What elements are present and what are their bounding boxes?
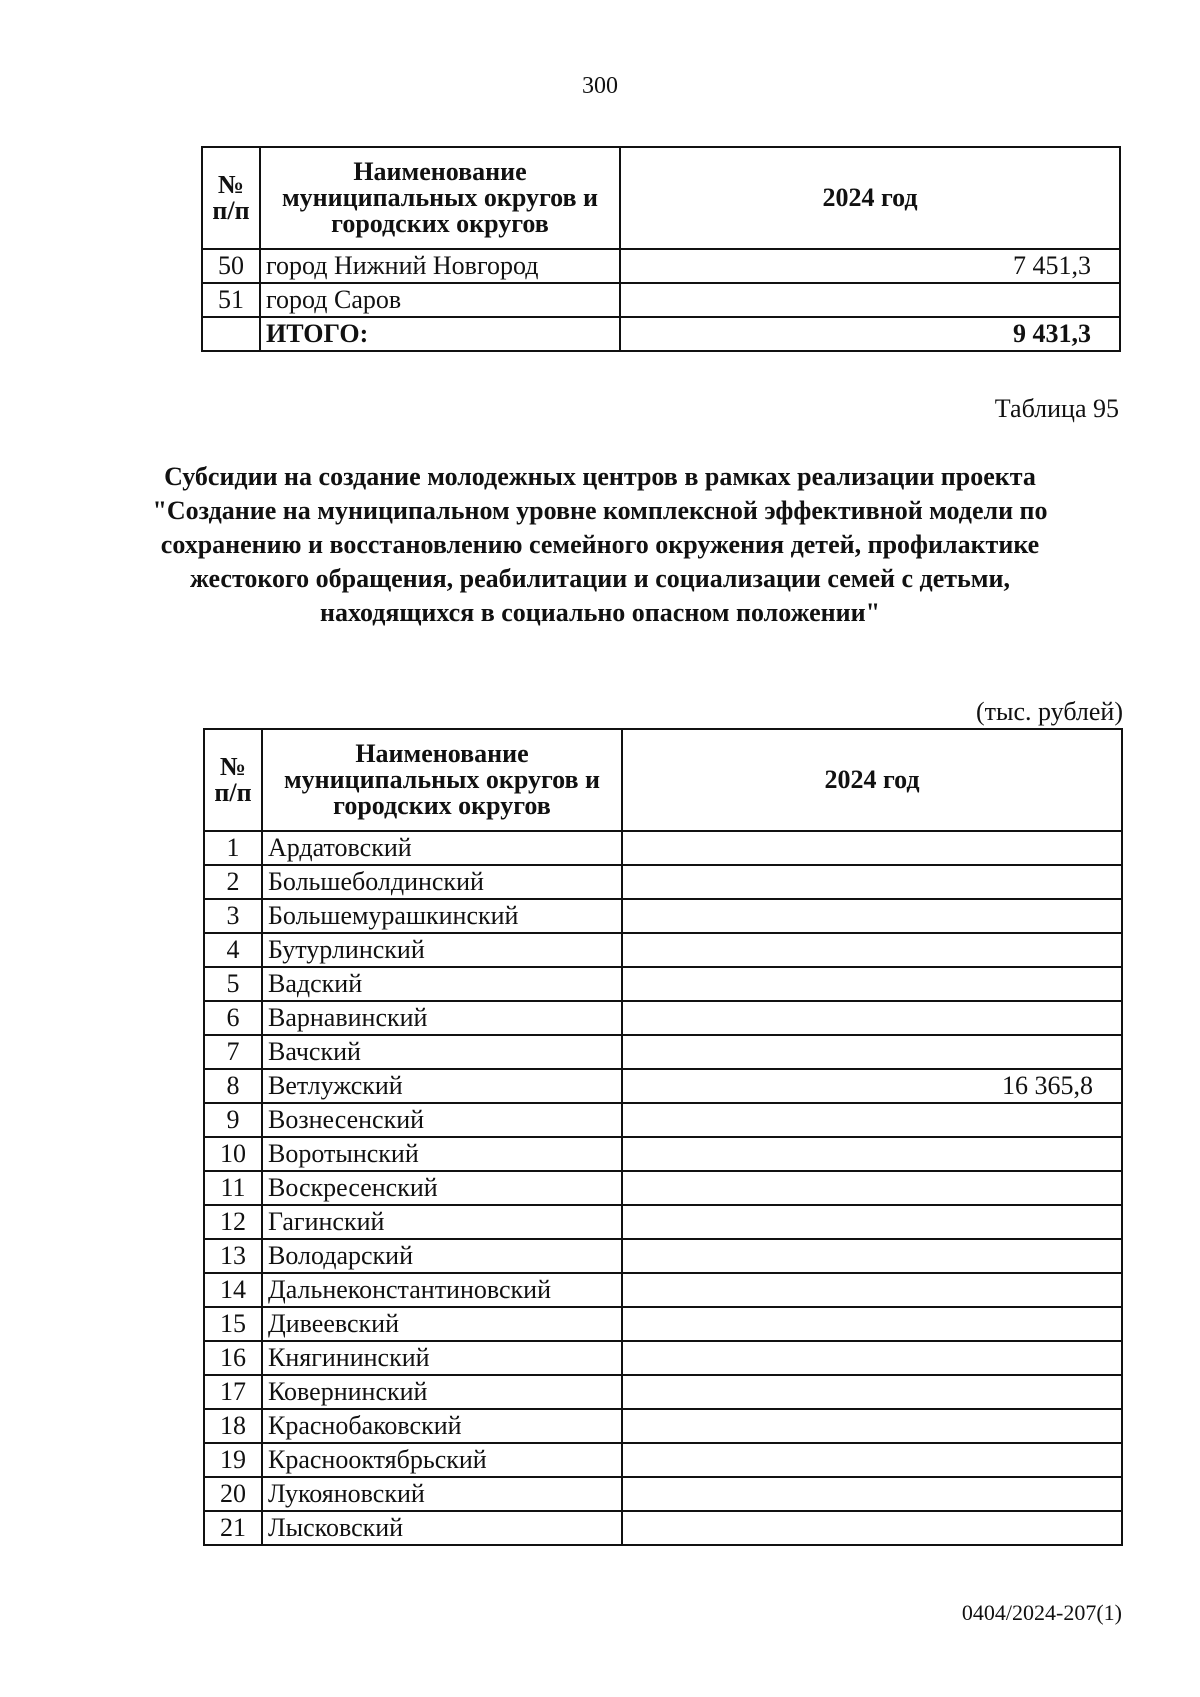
table-title: Субсидии на создание молодежных центров в рамках реализации проекта "Создание на муниципальном уровне комплексной эффективной модели по сохранению и восстановлению семейного окружения детей, профилактике жестокого обращения, реабилитации и социализации семей с детьми, находящихся в социально опасном положении" <box>152 462 1048 627</box>
table-row <box>204 967 1122 1001</box>
table-header-row <box>204 729 1122 831</box>
row-num: 10 <box>204 1137 262 1171</box>
table-row <box>204 1443 1122 1477</box>
table-row <box>204 899 1122 933</box>
row-name: Ковернинский <box>262 1375 622 1409</box>
row-value: 16 365,8 <box>622 1069 1122 1103</box>
table-continuation <box>201 146 1121 352</box>
row-value <box>622 1341 1122 1375</box>
table-row <box>204 1069 1122 1103</box>
row-num: 9 <box>204 1103 262 1137</box>
header-year: 2024 год <box>622 729 1122 831</box>
table-row <box>204 1239 1122 1273</box>
row-num: 8 <box>204 1069 262 1103</box>
table-row <box>204 1035 1122 1069</box>
table-row <box>202 283 1120 317</box>
row-value <box>622 1205 1122 1239</box>
row-num: 51 <box>202 283 260 317</box>
table-row <box>204 1205 1122 1239</box>
row-value <box>622 831 1122 865</box>
row-name: Лукояновский <box>262 1477 622 1511</box>
row-name: Вачский <box>262 1035 622 1069</box>
table-row <box>204 1511 1122 1545</box>
row-value <box>622 1443 1122 1477</box>
row-value <box>622 865 1122 899</box>
table-row <box>204 1137 1122 1171</box>
header-num: № п/п <box>202 147 260 249</box>
table-row <box>204 1307 1122 1341</box>
row-num: 14 <box>204 1273 262 1307</box>
total-row <box>202 317 1120 351</box>
subsidy-table <box>203 728 1123 1546</box>
table-row <box>204 1477 1122 1511</box>
table-row <box>202 249 1120 283</box>
table-row <box>204 933 1122 967</box>
row-name: Гагинский <box>262 1205 622 1239</box>
table-row <box>204 1103 1122 1137</box>
row-name: Краснобаковский <box>262 1409 622 1443</box>
table-row <box>204 1273 1122 1307</box>
row-name: Воротынский <box>262 1137 622 1171</box>
row-num: 50 <box>202 249 260 283</box>
row-name: Вознесенский <box>262 1103 622 1137</box>
row-name: Варнавинский <box>262 1001 622 1035</box>
row-name: Володарский <box>262 1239 622 1273</box>
row-num: 18 <box>204 1409 262 1443</box>
total-num <box>202 317 260 351</box>
row-value <box>622 1375 1122 1409</box>
row-num: 7 <box>204 1035 262 1069</box>
row-value <box>622 1171 1122 1205</box>
row-name: Бутурлинский <box>262 933 622 967</box>
row-value <box>622 1273 1122 1307</box>
header-name: Наименование муниципальных округов и городских округов <box>260 147 620 249</box>
row-value <box>622 1409 1122 1443</box>
header-num: № п/п <box>204 729 262 831</box>
row-num: 5 <box>204 967 262 1001</box>
row-name: город Нижний Новгород <box>260 249 620 283</box>
row-value <box>622 1035 1122 1069</box>
table-row <box>204 1409 1122 1443</box>
row-num: 13 <box>204 1239 262 1273</box>
row-name: Ветлужский <box>262 1069 622 1103</box>
row-name: Воскресенский <box>262 1171 622 1205</box>
row-name: Краснооктябрьский <box>262 1443 622 1477</box>
row-name: Вадский <box>262 967 622 1001</box>
row-name: Большемурашкинский <box>262 899 622 933</box>
row-value <box>622 1511 1122 1545</box>
table-row <box>204 1171 1122 1205</box>
row-num: 11 <box>204 1171 262 1205</box>
units-note: (тыс. рублей) <box>975 697 1123 726</box>
row-name: Лысковский <box>262 1511 622 1545</box>
total-label: ИТОГО: <box>260 317 620 351</box>
header-year: 2024 год <box>620 147 1120 249</box>
row-value <box>622 1137 1122 1171</box>
row-name: город Саров <box>260 283 620 317</box>
table-row <box>204 1001 1122 1035</box>
page-number: 300 <box>582 73 618 99</box>
row-value <box>622 967 1122 1001</box>
row-value <box>622 1307 1122 1341</box>
table-header-row <box>202 147 1120 249</box>
header-name: Наименование муниципальных округов и городских округов <box>262 729 622 831</box>
table-row <box>204 865 1122 899</box>
row-num: 15 <box>204 1307 262 1341</box>
row-num: 6 <box>204 1001 262 1035</box>
row-name: Княгининский <box>262 1341 622 1375</box>
row-num: 19 <box>204 1443 262 1477</box>
row-num: 21 <box>204 1511 262 1545</box>
document-code: 0404/2024-207(1) <box>961 1600 1122 1625</box>
row-value <box>622 1477 1122 1511</box>
row-num: 4 <box>204 933 262 967</box>
table-row <box>204 1375 1122 1409</box>
row-name: Большеболдинский <box>262 865 622 899</box>
row-num: 12 <box>204 1205 262 1239</box>
row-num: 17 <box>204 1375 262 1409</box>
row-num: 3 <box>204 899 262 933</box>
total-value: 9 431,3 <box>620 317 1120 351</box>
row-num: 16 <box>204 1341 262 1375</box>
row-value <box>622 1001 1122 1035</box>
row-value <box>622 1103 1122 1137</box>
row-value <box>622 933 1122 967</box>
row-value <box>620 283 1120 317</box>
table-row <box>204 831 1122 865</box>
row-num: 20 <box>204 1477 262 1511</box>
table-row <box>204 1341 1122 1375</box>
row-num: 2 <box>204 865 262 899</box>
row-value <box>622 899 1122 933</box>
row-value: 7 451,3 <box>620 249 1120 283</box>
table-label: Таблица 95 <box>994 394 1119 423</box>
row-num: 1 <box>204 831 262 865</box>
row-name: Дивеевский <box>262 1307 622 1341</box>
row-value <box>622 1239 1122 1273</box>
row-name: Ардатовский <box>262 831 622 865</box>
row-name: Дальнеконстантиновский <box>262 1273 622 1307</box>
